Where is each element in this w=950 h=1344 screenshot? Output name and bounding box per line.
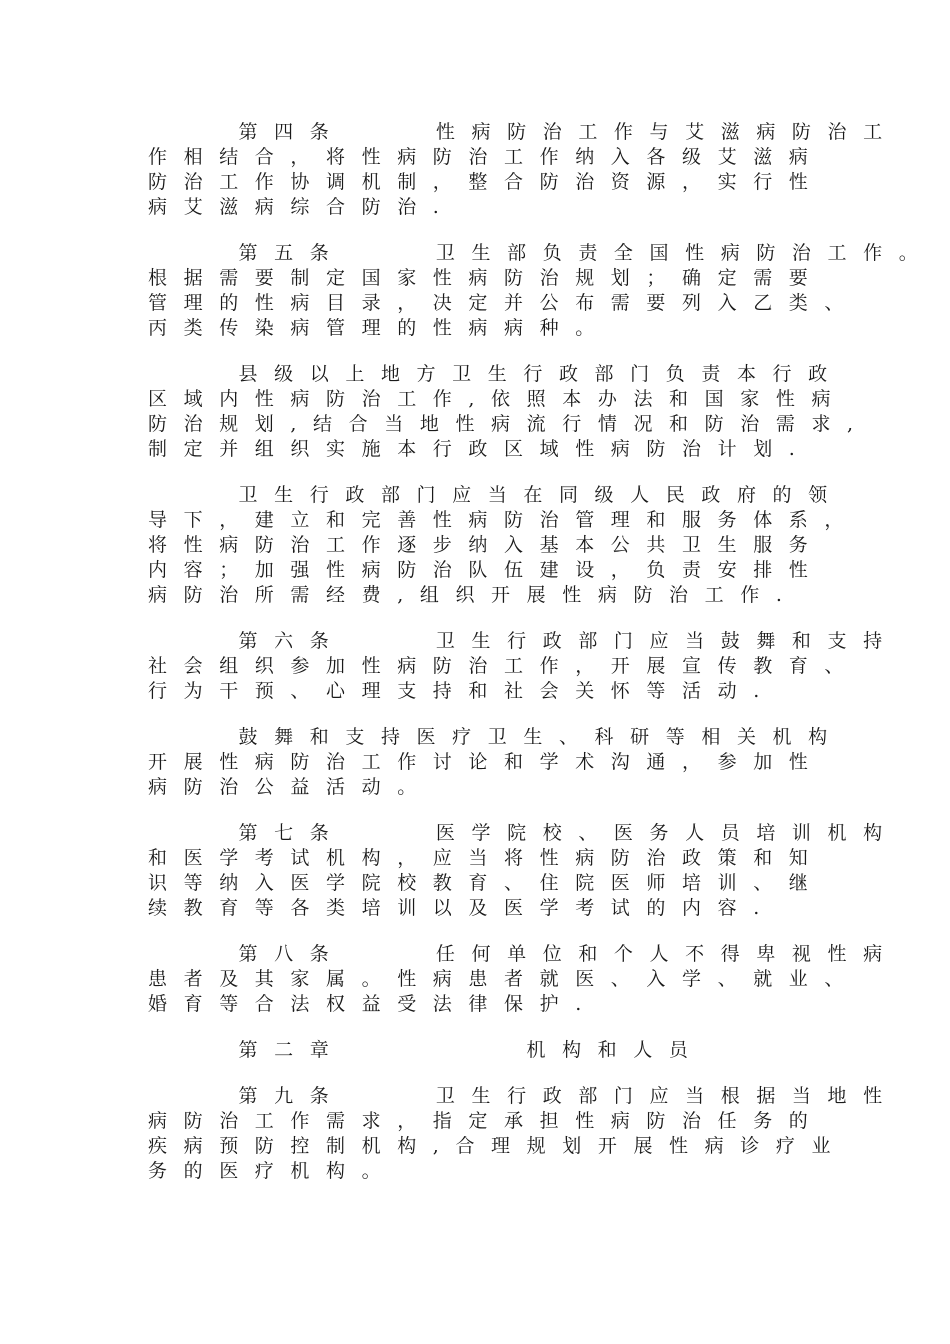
text-line: 区域内性病防治工作,依照本办法和国家性病 bbox=[148, 388, 848, 410]
article-4-paragraph bbox=[148, 120, 899, 220]
text-line: 防治规划,结合当地性病流行情况和防治需求, bbox=[148, 413, 870, 435]
text-line: 作相结合，将性病防治工作纳入各级艾滋病 bbox=[148, 146, 825, 168]
text-line: 制定并组织实施本行政区域性病防治计划. bbox=[148, 438, 812, 460]
text-line: 县级以上地方卫生行政部门负责本行政 bbox=[148, 363, 844, 385]
text-line: 患者及其家属。性病患者就医、入学、就业、 bbox=[148, 968, 861, 990]
text-line: 内容；加强性病防治队伍建设，负责安排性 bbox=[148, 559, 825, 581]
text-line: 第四条 性病防治工作与艾滋病防治工 bbox=[148, 121, 899, 143]
text-line: 导下，建立和完善性病防治管理和服务体系， bbox=[148, 509, 861, 531]
article-7-paragraph bbox=[148, 821, 899, 921]
text-line: 卫生行政部门应当在同级人民政府的领 bbox=[148, 484, 844, 506]
text-line: 务的医疗机构。 bbox=[148, 1160, 398, 1182]
article-6-paragraph bbox=[148, 629, 899, 704]
text-line: 病防治公益活动。 bbox=[148, 776, 433, 798]
text-line: 和医学考试机构，应当将性病防治政策和知 bbox=[148, 847, 825, 869]
text-line: 病艾滋病综合防治. bbox=[148, 196, 456, 218]
text-line: 根据需要制定国家性病防治规划；确定需要 bbox=[148, 267, 825, 289]
text-line: 第八条 任何单位和个人不得卑视性病 bbox=[148, 943, 899, 965]
text-line: 防治工作协调机制，整合防治资源，实行性 bbox=[148, 171, 825, 193]
article-5-paragraph bbox=[148, 241, 935, 341]
text-line: 行为干预、心理支持和社会关怀等活动. bbox=[148, 680, 776, 702]
text-line: 第九条 卫生行政部门应当根据当地性 bbox=[148, 1085, 899, 1107]
chapter-2-heading bbox=[148, 1038, 828, 1063]
text-line: 第七条 医学院校、医务人员培训机构 bbox=[148, 822, 899, 844]
text-line: 丙类传染病管理的性病病种。 bbox=[148, 317, 611, 339]
chapter-title: 第二章 机构和人员 bbox=[148, 1039, 705, 1061]
text-line: 开展性病防治工作讨论和学术沟通，参加性 bbox=[148, 751, 825, 773]
health-admin-paragraph bbox=[148, 483, 861, 608]
text-line: 识等纳入医学院校教育、住院医师培训、继 bbox=[148, 872, 825, 894]
text-line: 病防治所需经费,组织开展性病防治工作. bbox=[148, 584, 799, 606]
county-level-paragraph bbox=[148, 362, 870, 462]
text-line: 疾病预防控制机构,合理规划开展性病诊疗业 bbox=[148, 1135, 848, 1157]
document-body bbox=[148, 120, 935, 1205]
text-line: 续教育等各类培训以及医学考试的内容. bbox=[148, 897, 776, 919]
text-line: 鼓舞和支持医疗卫生、科研等相关机构 bbox=[148, 726, 844, 748]
article-9-paragraph bbox=[148, 1084, 899, 1184]
text-line: 管理的性病目录，决定并公布需要列入乙类、 bbox=[148, 292, 861, 314]
text-line: 病防治工作需求，指定承担性病防治任务的 bbox=[148, 1110, 825, 1132]
text-line: 婚育等合法权益受法律保护. bbox=[148, 993, 598, 1015]
text-line: 将性病防治工作逐步纳入基本公共卫生服务 bbox=[148, 534, 825, 556]
text-line: 社会组织参加性病防治工作，开展宣传教育、 bbox=[148, 655, 861, 677]
text-line: 第五条 卫生部负责全国性病防治工作。 bbox=[148, 242, 935, 264]
text-line: 第六条 卫生行政部门应当鼓舞和支持 bbox=[148, 630, 899, 652]
article-8-paragraph bbox=[148, 942, 899, 1017]
encourage-paragraph bbox=[148, 725, 844, 800]
